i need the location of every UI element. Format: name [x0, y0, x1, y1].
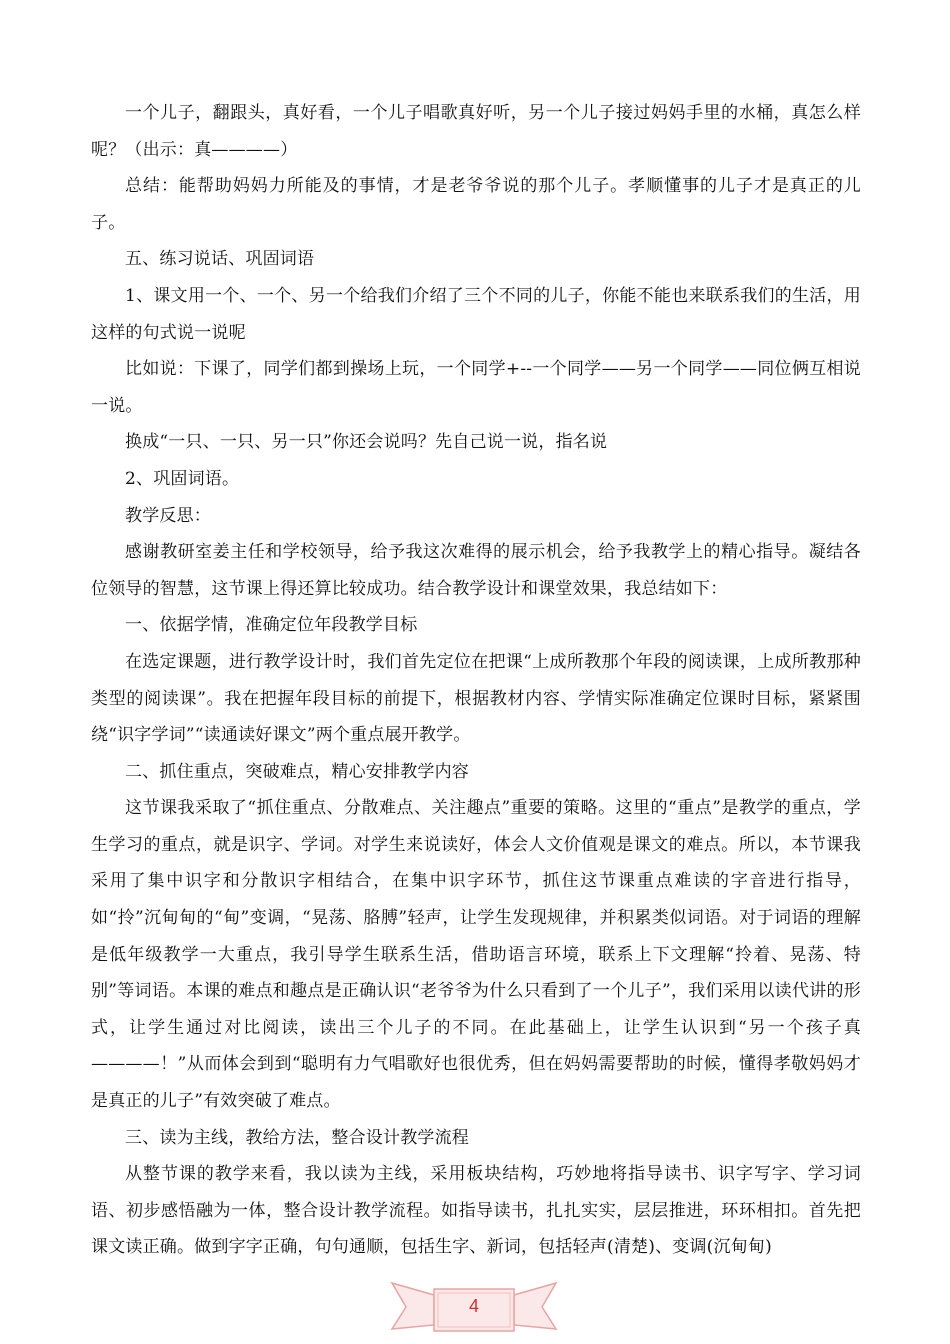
section-heading: 教学反思： [125, 505, 211, 526]
section-heading: 五、练习说话、巩固词语 [125, 249, 315, 270]
page-number: 4 [468, 1296, 479, 1316]
section-heading: 二、抓住重点，突破难点，精心安排教学内容 [125, 761, 469, 782]
paragraph: 这节课我采取了“抓住重点、分散难点、关注趣点”重要的策略。这里的“重点”是教学的重点，学生学习的重点，就是识字、学词。对学生来说读好，体会人文价值观是课文的难点。所以，本节课我采用了集中识字和分散识字相结合，在集中识字环节，抓住这节课重点难读的字音进行指导，如“拎”沉甸甸的“甸”变调，“晃荡、胳膊”轻声，让学生发现规律，并积累类似词语。对于词语的理解是低年级教学一大重点，我引导学生联系生活，借助语言环境，联系上下文理解“拎着、晃荡、特别”等词语。本课的难点和趣点是正确认识“老爷爷为什么只看到了一个儿子”，我们采用以读代讲的形式，让学生通过对比阅读，读出三个儿子的不同。在此基础上，让学生认识到“另一个孩子真————！”从而体会到到“聪明有力气唱歌好也很优秀，但在妈妈需要帮助的时候，懂得孝敬妈妈才是真正的儿子”有效突破了难点。 [91, 798, 861, 1112]
paragraph: 从整节课的教学来看，我以读为主线，采用板块结构，巧妙地将指导读书、识字写字、学习词语、初步感悟融为一体，整合设计教学流程。如指导读书，扎扎实实，层层推进，环环相扣。首先把课文读正确。做到字字正确，句句通顺，包括生字、新词，包括轻声(清楚)、变调(沉甸甸) [91, 1164, 861, 1258]
paragraph: 比如说：下课了，同学们都到操场上玩，一个同学+--一个同学——另一个同学——同位俩互相说一说。 [91, 359, 861, 416]
paragraph: 在选定课题，进行教学设计时，我们首先定位在把课“上成所教那个年段的阅读课，上成所教那种类型的阅读课”。我在把握年段目标的前提下，根据教材内容、学情实际准确定位课时目标，紧紧围绕“识字学词”“读通读好课文”两个重点展开教学。 [91, 651, 861, 746]
paragraph: 1、课文用一个、一个、另一个给我们介绍了三个不同的儿子，你能不能也来联系我们的生活，用这样的句式说一说呢 [91, 285, 861, 343]
paragraph: 换成“一只、一只、另一只”你还会说吗？先自己说一说，指名说 [125, 432, 608, 453]
paragraph: 2、巩固词语。 [125, 468, 240, 489]
section-heading: 一、依据学情，准确定位年段教学目标 [125, 615, 418, 636]
document-body [91, 95, 861, 1266]
page-footer [390, 1275, 558, 1339]
paragraph: 一个儿子，翻跟头，真好看，一个儿子唱歌真好听，另一个儿子接过妈妈手里的水桶，真怎么样呢？（出示：真————） [91, 103, 861, 160]
section-heading: 三、读为主线，教给方法，整合设计教学流程 [125, 1127, 469, 1148]
paragraph: 感谢教研室姜主任和学校领导，给予我这次难得的展示机会，给予我教学上的精心指导。凝结各位领导的智慧，这节课上得还算比较成功。结合教学设计和课堂效果，我总结如下： [91, 542, 861, 599]
paragraph: 总结：能帮助妈妈力所能及的事情，才是老爷爷说的那个儿子。孝顺懂事的儿子才是真正的儿子。 [91, 176, 861, 233]
